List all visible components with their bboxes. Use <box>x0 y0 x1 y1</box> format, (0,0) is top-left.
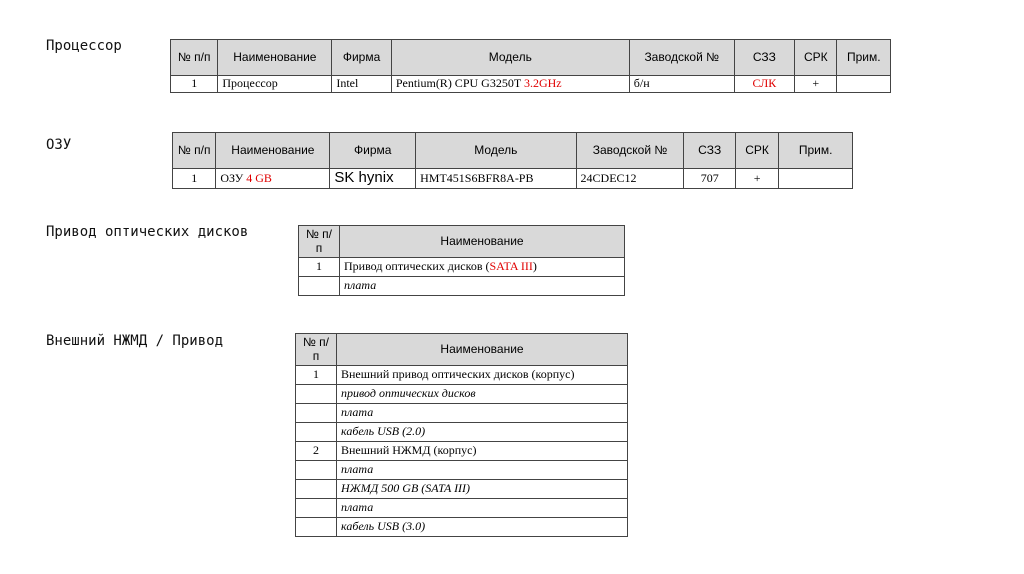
col-header-note: Прим. <box>779 133 853 169</box>
cell-name <box>216 169 330 189</box>
cell-name <box>340 258 625 277</box>
col-header-serial: Заводской № <box>629 40 734 76</box>
ram-table <box>172 132 853 189</box>
col-header-num: № п/п <box>296 334 337 366</box>
col-header-firm: Фирма <box>330 133 416 169</box>
table-row <box>296 423 628 442</box>
table-row <box>296 518 628 537</box>
table-row <box>296 461 628 480</box>
table-row <box>296 499 628 518</box>
cell-note <box>779 169 853 189</box>
cell-note <box>837 76 891 93</box>
odd-table <box>298 225 625 296</box>
cell-num <box>296 423 337 442</box>
cell-model <box>391 76 629 93</box>
ext-table <box>295 333 628 537</box>
cell-num <box>296 404 337 423</box>
cell-num <box>296 480 337 499</box>
cell-num <box>296 518 337 537</box>
col-header-name: Наименование <box>218 40 332 76</box>
cell-name: НЖМД 500 GB (SATA III) <box>337 480 628 499</box>
col-header-firm: Фирма <box>332 40 391 76</box>
col-header-name: Наименование <box>340 226 625 258</box>
table-row <box>173 169 853 189</box>
cell-name: Внешний НЖМД (корпус) <box>337 442 628 461</box>
cell-name-text: ОЗУ <box>220 170 244 185</box>
cell-name: плата <box>337 461 628 480</box>
cell-num <box>296 499 337 518</box>
cell-name-tail: ) <box>532 259 537 274</box>
cell-serial: б/н <box>629 76 734 93</box>
cell-name: плата <box>340 277 625 296</box>
col-header-name: Наименование <box>216 133 330 169</box>
col-header-serial: Заводской № <box>576 133 684 169</box>
cpu-table <box>170 39 891 93</box>
table-row <box>296 385 628 404</box>
cell-name: плата <box>337 499 628 518</box>
cell-name: плата <box>337 404 628 423</box>
table-row <box>299 258 625 277</box>
cell-num: 1 <box>171 76 218 93</box>
cell-num <box>296 461 337 480</box>
cell-serial: 24CDEC12 <box>576 169 684 189</box>
col-header-szz: СЗЗ <box>684 133 735 169</box>
cell-szz: СЛК <box>734 76 795 93</box>
cell-model-freq: 3.2GHz <box>523 76 562 91</box>
cell-name-size: 4 GB <box>246 170 272 185</box>
cell-model: HMT451S6BFR8A-PB <box>416 169 576 189</box>
cell-num <box>296 385 337 404</box>
section-label-ram: ОЗУ <box>46 137 72 153</box>
cell-num: 1 <box>296 366 337 385</box>
cell-name: привод оптических дисков <box>337 385 628 404</box>
col-header-name: Наименование <box>337 334 628 366</box>
col-header-model: Модель <box>416 133 576 169</box>
section-label-odd: Привод оптических дисков <box>46 224 249 240</box>
cell-model-text: Pentium(R) CPU G3250T <box>395 76 521 91</box>
col-header-num: № п/п <box>171 40 218 76</box>
col-header-szz: СЗЗ <box>734 40 795 76</box>
cell-firm: SK hynix <box>330 169 416 189</box>
table-row <box>296 366 628 385</box>
table-row <box>296 480 628 499</box>
cell-name: кабель USB (3.0) <box>337 518 628 537</box>
table-row <box>299 277 625 296</box>
section-label-ext: Внешний НЖМД / Привод <box>46 333 224 349</box>
table-row <box>171 76 891 93</box>
col-header-model: Модель <box>391 40 629 76</box>
cell-name: кабель USB (2.0) <box>337 423 628 442</box>
cell-num: 1 <box>299 258 340 277</box>
cell-num <box>299 277 340 296</box>
section-label-cpu: Процессор <box>46 38 122 54</box>
cell-num: 1 <box>173 169 216 189</box>
cell-szz: 707 <box>684 169 735 189</box>
col-header-srk: СРК <box>735 133 778 169</box>
cell-srk: + <box>795 76 837 93</box>
cell-srk: + <box>735 169 778 189</box>
cell-name-interface: SATA III <box>489 259 533 274</box>
cell-firm: Intel <box>332 76 391 93</box>
col-header-num: № п/п <box>173 133 216 169</box>
cell-name: Процессор <box>218 76 332 93</box>
table-row <box>296 442 628 461</box>
cell-num: 2 <box>296 442 337 461</box>
table-row <box>296 404 628 423</box>
col-header-srk: СРК <box>795 40 837 76</box>
col-header-num: № п/п <box>299 226 340 258</box>
cell-name: Внешний привод оптических дисков (корпус) <box>337 366 628 385</box>
cell-name-text: Привод оптических дисков ( <box>344 259 490 274</box>
col-header-note: Прим. <box>837 40 891 76</box>
